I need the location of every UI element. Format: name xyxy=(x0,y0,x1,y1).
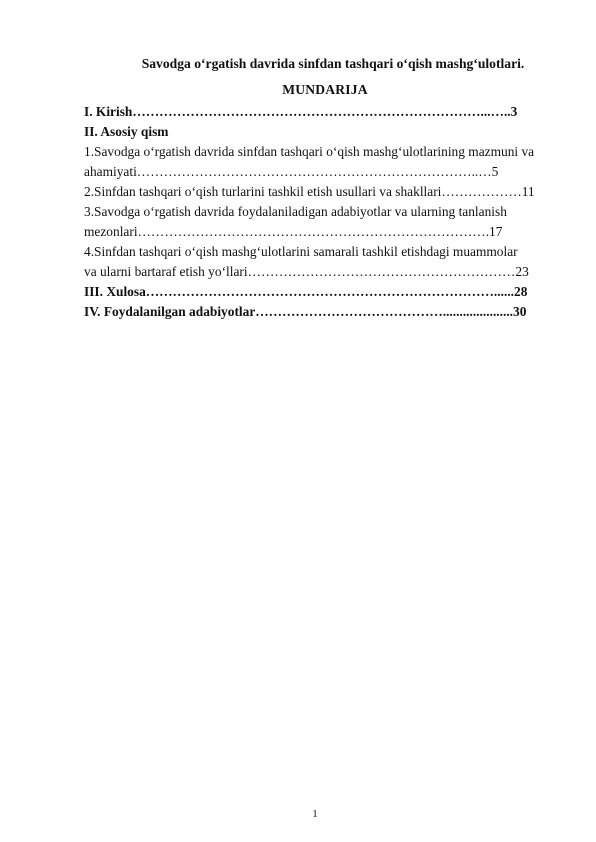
document-title: Savodga o‘rgatish davrida sinfdan tashqari o‘qish mashg‘ulotlari. xyxy=(141,56,525,71)
toc-heading: MUNDARIJA xyxy=(282,82,368,97)
toc-entry-section-1-line-1: 1.Savodga o‘rgatish davrida sinfdan tashqari o‘qish mashg‘ulotlarining mazmuni va xyxy=(84,144,535,159)
toc-entry-conclusion: III. Xulosa……………………………………………………………………......28 xyxy=(84,284,528,299)
toc-entry-section-3-line-2: mezonlari…………………………………………………………………….17 xyxy=(84,224,503,239)
toc-entry-section-3-line-1: 3.Savodga o‘rgatish davrida foydalaniladigan adabiyotlar va ularning tanlanish xyxy=(84,204,507,219)
page-number: 1 xyxy=(312,808,318,820)
toc-entry-section-4-line-1: 4.Sinfdan tashqari o‘qish mashg‘ulotlarini samarali tashkil etishdagi muammolar xyxy=(84,244,518,259)
toc-entry-main-part: II. Asosiy qism xyxy=(84,124,169,139)
toc-entry-section-4-line-2: va ularni bartaraf etish yo‘llari……………………………………………………23 xyxy=(84,264,529,279)
toc-entry-references: IV. Foydalanilgan adabiyotlar…………………………………….....................30 xyxy=(84,304,527,319)
toc-entry-introduction: I. Kirish……………………………………………………………………...…..3 xyxy=(84,104,518,119)
toc-entry-section-2: 2.Sinfdan tashqari o‘qish turlarini tashkil etish usullari va shakllari………………11 xyxy=(84,184,535,199)
table-of-contents xyxy=(84,102,554,322)
toc-entry-section-1-line-2: ahamiyati…………………………………………………………………..…5 xyxy=(84,164,499,179)
